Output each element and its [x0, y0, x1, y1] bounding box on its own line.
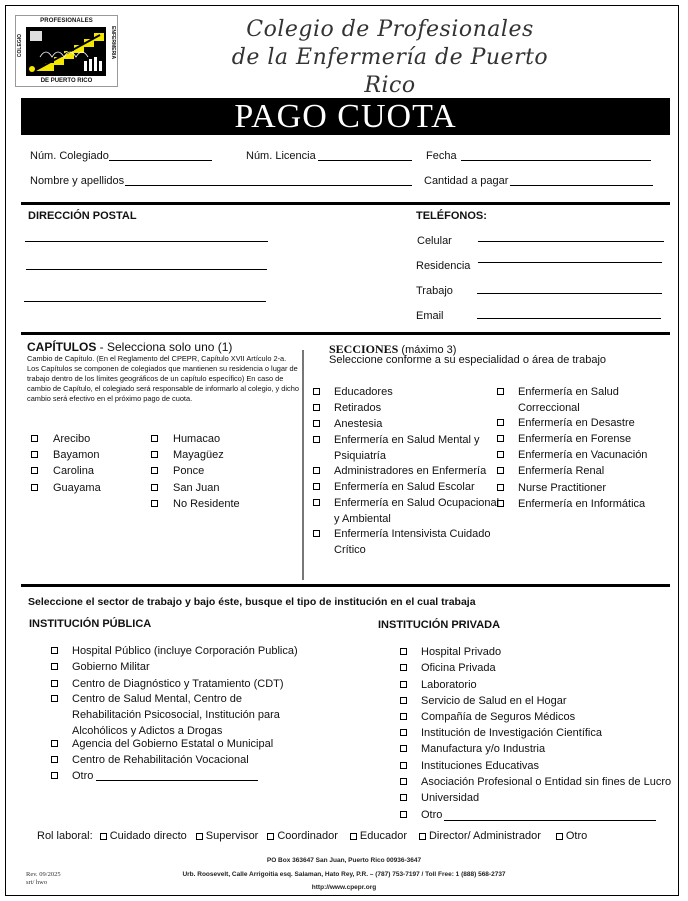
- institucion-privada-option-label: Universidad: [421, 792, 480, 804]
- section-divider: [21, 202, 670, 205]
- seccion-option-label: Enfermería en Salud Ocupacional y Ambiental: [334, 497, 500, 525]
- institucion-publica-option-label: Centro de Salud Mental, Centro de Rehabilitación Psicosocial, Institución para Alcohólicos y Adictos a Drogas: [72, 693, 280, 737]
- institucion-publica-option-label: Agencia del Gobierno Estatal o Municipal: [72, 738, 274, 750]
- rol-laboral-option-label: Supervisor: [205, 830, 259, 842]
- logo-right-text: ENFERMERIA: [110, 26, 116, 60]
- institucion-privada-option-label: Instituciones Educativas: [421, 760, 540, 772]
- section-divider: [21, 332, 670, 335]
- seccion-option-label: Enfermería en Forense: [518, 433, 632, 445]
- colegiado-label: Núm. Colegiado: [30, 150, 109, 162]
- capitulo-option-label: Mayagüez: [173, 449, 224, 461]
- checkbox-icon[interactable]: [400, 697, 407, 704]
- celular-field[interactable]: [478, 241, 664, 242]
- checkbox-icon[interactable]: [31, 484, 38, 491]
- seccion-option-label: Enfermería en Desastre: [518, 417, 635, 429]
- rol-laboral-option-label: Cuidado directo: [109, 830, 187, 842]
- checkbox-icon[interactable]: [497, 500, 504, 507]
- checkbox-icon[interactable]: [313, 436, 320, 443]
- checkbox-icon[interactable]: [400, 794, 407, 801]
- institucion-privada-option-label: Manufactura y/o Industria: [421, 743, 546, 755]
- capitulo-option-label: No Residente: [173, 498, 240, 510]
- capitulo-option-label: Humacao: [173, 433, 221, 445]
- trabajo-label: Trabajo: [416, 285, 453, 297]
- capitulos-title: CAPÍTULOS: [27, 340, 97, 354]
- checkbox-icon[interactable]: [51, 772, 58, 779]
- capitulo-option-label: Bayamon: [53, 449, 100, 461]
- rol-laboral-row: [37, 830, 587, 842]
- rol-laboral-option[interactable]: [196, 830, 259, 842]
- institucion-privada-option-label: Hospital Privado: [421, 646, 502, 658]
- institucion-privada-option-label: Otro: [421, 809, 443, 821]
- checkbox-icon[interactable]: [51, 680, 58, 687]
- checkbox-icon[interactable]: [419, 833, 426, 840]
- fecha-label: Fecha: [426, 150, 457, 162]
- institucion-publica-option-label: Gobierno Militar: [72, 661, 150, 673]
- checkbox-icon[interactable]: [196, 833, 203, 840]
- nombre-field[interactable]: [125, 185, 412, 186]
- capitulos-subtitle: - Selecciona solo uno (1): [96, 340, 233, 354]
- institucion-publica-option-label: Otro: [72, 770, 94, 782]
- seccion-option-label: Administradores en Enfermería: [334, 465, 487, 477]
- colegiado-field[interactable]: [109, 160, 212, 161]
- capitulo-option-label: Guayama: [53, 482, 101, 494]
- checkbox-icon[interactable]: [51, 663, 58, 670]
- secciones-max-note: (máximo 3): [398, 344, 457, 356]
- logo-left-text: COLEGIO: [17, 34, 23, 58]
- trabajo-field[interactable]: [477, 293, 662, 294]
- checkbox-icon[interactable]: [313, 420, 320, 427]
- checkbox-icon[interactable]: [400, 664, 407, 671]
- secciones-instruction: Seleccione conforme a su especialidad o área de trabajo: [329, 354, 607, 366]
- checkbox-icon[interactable]: [31, 435, 38, 442]
- checkbox-icon[interactable]: [51, 756, 58, 763]
- institucion-privada-option-label: Compañía de Seguros Médicos: [421, 711, 576, 723]
- rol-laboral-option-label: Educador: [359, 830, 407, 842]
- column-divider: [302, 350, 304, 580]
- form-title-banner: PAGO CUOTA: [21, 98, 670, 135]
- seccion-option-label: Enfermería en Informática: [518, 498, 646, 510]
- checkbox-icon[interactable]: [51, 647, 58, 654]
- institucion-privada-option-label: Servicio de Salud en el Hogar: [421, 695, 567, 707]
- institucion-privada-heading: INSTITUCIÓN PRIVADA: [378, 619, 501, 631]
- footer-po-box: PO Box 363647 San Juan, Puerto Rico 00936-3647: [266, 857, 422, 864]
- address-line-2[interactable]: [26, 269, 267, 270]
- institucion-privada-option-label: Oficina Privada: [421, 662, 496, 674]
- checkbox-icon[interactable]: [151, 467, 158, 474]
- rol-laboral-option[interactable]: [267, 830, 338, 842]
- secciones-title: SECCIONES: [329, 342, 399, 356]
- cpepr-logo: [15, 15, 118, 87]
- capitulo-option-label: San Juan: [173, 482, 220, 494]
- seccion-option-label: Enfermería Renal: [518, 465, 605, 477]
- rol-laboral-option[interactable]: [100, 830, 187, 842]
- checkbox-icon[interactable]: [497, 388, 504, 395]
- telefonos-heading: TELÉFONOS:: [416, 210, 487, 222]
- capitulo-option-label: Arecibo: [53, 433, 91, 445]
- celular-label: Celular: [417, 235, 452, 247]
- address-line-1[interactable]: [25, 241, 268, 242]
- checkbox-icon[interactable]: [313, 530, 320, 537]
- seccion-option-label: Enfermería Intensivista Cuidado Crítico: [334, 528, 491, 556]
- rol-laboral-option-label: Director/ Administrador: [428, 830, 541, 842]
- checkbox-icon[interactable]: [267, 833, 274, 840]
- institucion-publica-heading: INSTITUCIÓN PÚBLICA: [29, 618, 152, 630]
- checkbox-icon[interactable]: [151, 484, 158, 491]
- cantidad-label: Cantidad a pagar: [424, 175, 509, 187]
- footer-website-link[interactable]: http://www.cpepr.org: [311, 884, 377, 891]
- checkbox-icon[interactable]: [497, 435, 504, 442]
- capitulo-option-label: Carolina: [53, 465, 94, 477]
- checkbox-icon[interactable]: [400, 762, 407, 769]
- logo-bottom-text: DE PUERTO RICO: [40, 78, 93, 84]
- checkbox-icon[interactable]: [400, 729, 407, 736]
- checkbox-icon[interactable]: [400, 745, 407, 752]
- capitulo-option-label: Ponce: [173, 465, 205, 477]
- seccion-option-label: Anestesia: [334, 418, 383, 430]
- seccion-option-label: Enfermería en Salud Mental y Psiquiatría: [334, 434, 480, 462]
- checkbox-icon[interactable]: [400, 778, 407, 785]
- organization-name: [220, 16, 560, 100]
- checkbox-icon[interactable]: [313, 467, 320, 474]
- checkbox-icon[interactable]: [400, 713, 407, 720]
- rol-laboral-option[interactable]: [350, 830, 407, 842]
- licencia-field[interactable]: [318, 160, 412, 161]
- revision-info: [26, 871, 61, 887]
- address-line-3[interactable]: [24, 301, 266, 302]
- institucion-privada-option-label: Asociación Profesional o Entidad sin fines de Lucro: [421, 776, 672, 788]
- seccion-option-label: Retirados: [334, 402, 382, 414]
- email-label: Email: [416, 310, 444, 322]
- organization-name-line1: Colegio de Profesionales: [246, 17, 534, 42]
- checkbox-icon[interactable]: [497, 467, 504, 474]
- checkbox-icon[interactable]: [400, 811, 407, 818]
- checkbox-icon[interactable]: [51, 740, 58, 747]
- seccion-option-label: Enfermería en Salud Escolar: [334, 481, 475, 493]
- checkbox-icon[interactable]: [51, 695, 58, 702]
- rol-laboral-label: Rol laboral:: [37, 830, 93, 842]
- licencia-label: Núm. Licencia: [246, 150, 316, 162]
- logo-top-text: PROFESIONALES: [40, 18, 93, 24]
- footer-address-phone: Urb. Roosevelt, Calle Arrigoitia esq. Salaman, Hato Rey, P.R. – (787) 753-7197 / Toll Free: 1 (888) 568-2737: [182, 871, 506, 878]
- checkbox-icon[interactable]: [151, 500, 158, 507]
- checkbox-icon[interactable]: [313, 499, 320, 506]
- cantidad-field[interactable]: [510, 185, 653, 186]
- checkbox-icon[interactable]: [313, 404, 320, 411]
- revision-date: Rev. 09/2025: [26, 871, 61, 878]
- rol-laboral-option[interactable]: [419, 830, 541, 842]
- checkbox-icon[interactable]: [497, 484, 504, 491]
- institucion-publica-option-label: Centro de Rehabilitación Vocacional: [72, 754, 249, 766]
- rol-laboral-option-label: Otro: [565, 830, 588, 842]
- cpepr-logo-icon: [26, 27, 106, 76]
- organization-name-line2: de la Enfermería de Puerto Rico: [231, 45, 549, 98]
- revision-initials: srt/ hwo: [26, 879, 48, 886]
- checkbox-icon[interactable]: [151, 451, 158, 458]
- rol-laboral-option[interactable]: [556, 830, 587, 842]
- checkbox-icon[interactable]: [31, 467, 38, 474]
- checkbox-icon[interactable]: [556, 833, 563, 840]
- checkbox-icon[interactable]: [151, 435, 158, 442]
- residencia-field[interactable]: [478, 262, 662, 263]
- fecha-field[interactable]: [461, 160, 651, 161]
- rol-laboral-option-label: Coordinador: [277, 830, 338, 842]
- institucion-publica-option-label: Hospital Público (incluye Corporación Publica): [72, 645, 298, 657]
- seccion-option-label: Enfermería en Salud Correccional: [518, 386, 619, 414]
- checkbox-icon[interactable]: [400, 648, 407, 655]
- sector-instruction: Seleccione el sector de trabajo y bajo éste, busque el tipo de institución en el cual trabaja: [28, 596, 476, 608]
- checkbox-icon[interactable]: [31, 451, 38, 458]
- checkbox-icon[interactable]: [100, 833, 107, 840]
- checkbox-icon[interactable]: [497, 451, 504, 458]
- capitulos-heading: [27, 340, 232, 354]
- seccion-option-label: Enfermería en Vacunación: [518, 449, 648, 461]
- nombre-label: Nombre y apellidos: [30, 175, 125, 187]
- publica-otro-field[interactable]: [96, 780, 258, 781]
- checkbox-icon[interactable]: [400, 681, 407, 688]
- section-divider: [21, 584, 670, 587]
- privada-otro-field[interactable]: [444, 820, 656, 821]
- institucion-publica-option-label: Centro de Diagnóstico y Tratamiento (CDT): [72, 678, 284, 690]
- checkbox-icon[interactable]: [497, 419, 504, 426]
- direccion-postal-heading: DIRECCIÓN POSTAL: [28, 210, 137, 222]
- institucion-privada-option-label: Institución de Investigación Científica: [421, 727, 602, 739]
- seccion-option-label: Nurse Practitioner: [518, 482, 607, 494]
- seccion-option-label: Educadores: [334, 386, 393, 398]
- checkbox-icon[interactable]: [313, 388, 320, 395]
- residencia-label: Residencia: [416, 260, 471, 272]
- checkbox-icon[interactable]: [313, 483, 320, 490]
- institucion-privada-option-label: Laboratorio: [421, 679, 477, 691]
- checkbox-icon[interactable]: [350, 833, 357, 840]
- email-field[interactable]: [477, 318, 661, 319]
- capitulos-note: Cambio de Capítulo. (En el Reglamento del CPEPR, Capítulo XVII Artículo 2-a. Los Capítulos se componen de colegiados que mantienen su residencia o lugar de trabajo dentro de los límites geográficos de un capítulo específico) En caso de cambio de Capítulo, el colegiado será responsable de informarlo al colegio, y dicho cambio será efectivo en el próximo pago de cuota.: [27, 354, 299, 403]
